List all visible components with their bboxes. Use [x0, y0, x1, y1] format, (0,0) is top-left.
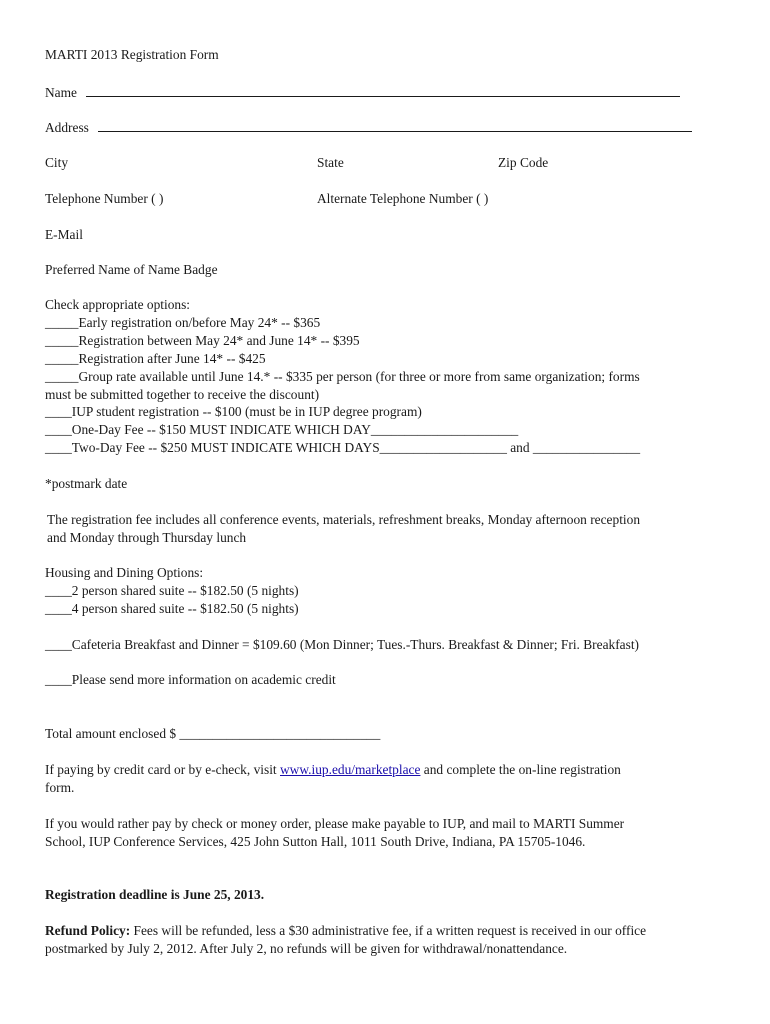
- housing-4-person: ____4 person shared suite -- $182.50 (5 nights): [45, 601, 299, 616]
- option-one-day: ____One-Day Fee -- $150 MUST INDICATE WHICH DAY______________________: [45, 422, 519, 437]
- fee-includes-line1: The registration fee includes all conference events, materials, refreshment breaks, Monday afternoon reception: [47, 512, 641, 527]
- email-label: E-Mail: [45, 227, 83, 242]
- check-line2: School, IUP Conference Services, 425 John Sutton Hall, 1011 South Drive, Indiana, PA 15705-1046.: [45, 834, 586, 849]
- option-after: _____Registration after June 14* -- $425: [45, 351, 266, 366]
- refund-line1: [45, 922, 646, 940]
- credit-suffix: and complete the on-line registration: [420, 762, 621, 777]
- credit-card-line1: [45, 761, 621, 779]
- name-blank[interactable]: [86, 83, 680, 97]
- total-amount: Total amount enclosed $ ______________________________: [45, 726, 381, 741]
- name-row: [45, 83, 680, 102]
- registration-deadline: Registration deadline is June 25, 2013.: [45, 887, 265, 902]
- credit-prefix: If paying by credit card or by e-check, visit: [45, 762, 280, 777]
- marketplace-link[interactable]: www.iup.edu/marketplace: [280, 762, 421, 777]
- form-title: MARTI 2013 Registration Form: [45, 47, 219, 62]
- option-group-cont: must be submitted together to receive the discount): [45, 387, 320, 402]
- options-heading: Check appropriate options:: [45, 297, 191, 312]
- address-blank[interactable]: [98, 118, 692, 132]
- housing-heading: Housing and Dining Options:: [45, 565, 204, 580]
- refund-text: Fees will be refunded, less a $30 administrative fee, if a written request is received in our office: [130, 923, 647, 938]
- academic-credit-option: ____Please send more information on academic credit: [45, 672, 336, 687]
- refund-label: Refund Policy:: [45, 923, 131, 938]
- name-label: Name: [45, 85, 77, 100]
- fee-includes-line2: and Monday through Thursday lunch: [47, 530, 247, 545]
- option-early: _____Early registration on/before May 24* -- $365: [45, 315, 321, 330]
- alt-telephone-label: Alternate Telephone Number ( ): [317, 191, 489, 206]
- option-group: _____Group rate available until June 14.* -- $335 per person (for three or more from same organization; forms: [45, 369, 640, 384]
- preferred-name-label: Preferred Name of Name Badge: [45, 262, 218, 277]
- city-label: City: [45, 155, 69, 170]
- option-two-day: ____Two-Day Fee -- $250 MUST INDICATE WHICH DAYS___________________ and ________________: [45, 440, 641, 455]
- credit-card-line2: form.: [45, 780, 75, 795]
- telephone-label: Telephone Number ( ): [45, 191, 164, 206]
- option-between: _____Registration between May 24* and June 14* -- $395: [45, 333, 360, 348]
- zip-label: Zip Code: [498, 155, 549, 170]
- housing-2-person: ____2 person shared suite -- $182.50 (5 nights): [45, 583, 299, 598]
- option-iup-student: ____IUP student registration -- $100 (must be in IUP degree program): [45, 404, 422, 419]
- check-line1: If you would rather pay by check or money order, please make payable to IUP, and mail to MARTI Summer: [45, 816, 625, 831]
- address-label: Address: [45, 120, 89, 135]
- refund-line2: postmarked by July 2, 2012. After July 2, no refunds will be given for withdrawal/nonattendance.: [45, 941, 568, 956]
- state-label: State: [317, 155, 344, 170]
- cafeteria-option: ____Cafeteria Breakfast and Dinner = $109.60 (Mon Dinner; Tues.-Thurs. Breakfast & Dinner; Fri. Breakfast): [45, 637, 639, 652]
- address-row: [45, 118, 692, 137]
- postmark-note: *postmark date: [45, 476, 128, 491]
